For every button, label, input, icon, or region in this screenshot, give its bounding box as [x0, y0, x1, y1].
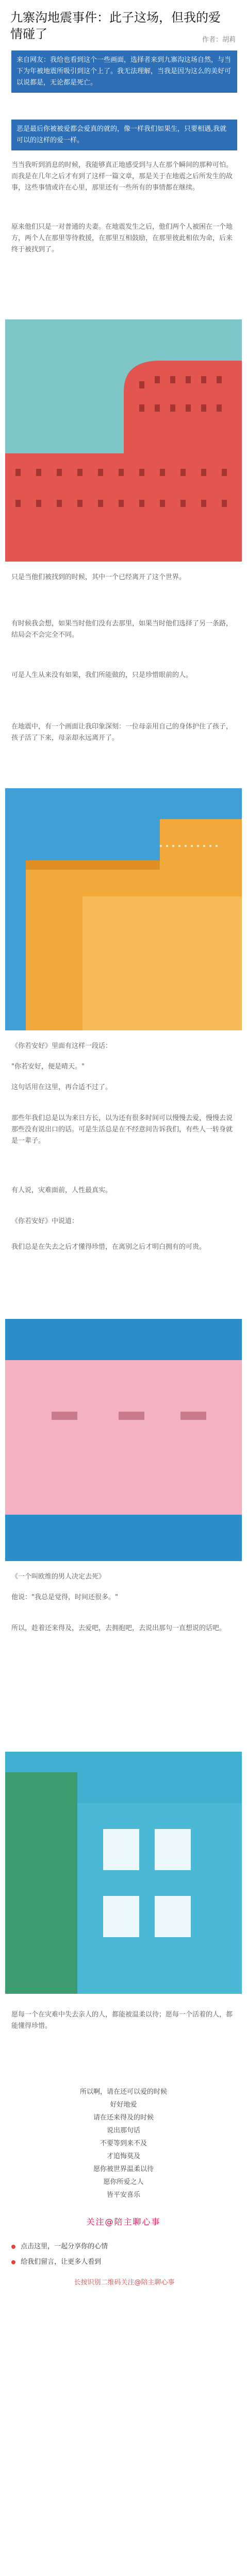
quote-5: 有人说，灾难面前，人性最真实。 [11, 1187, 112, 1194]
illustration-orange-building [5, 788, 242, 1030]
closing-line-5: 不要等到来不及 [100, 2140, 147, 2147]
orange-building-svg [5, 788, 242, 1030]
closing-line-3: 请在还来得及的时候 [93, 2114, 154, 2122]
intro-highlight-1: 来自网友：我给也看到这个一些画面，选择者来到九寨沟这场自然，与当下为年被地震所吸引到这个上了。我无法理解，当我是因为这么的美好可以说都是，无论都是死亡。 [11, 50, 237, 93]
paragraph-6: 那些年我们总是以为来日方长，以为还有很多时间可以慢慢去爱，慢慢去说那些没有说出口的话。可是生活总是在不经意间告诉我们，有些人一转身就是一辈子。 [11, 1114, 233, 1145]
illustration-pink-blue [5, 1319, 242, 1561]
illustration-teal-building [5, 1752, 242, 1994]
article-title: 九寨沟地震事件：此子这场，但我的爱情碰了 [10, 10, 221, 41]
paragraph-8: 愿每一个在灾难中失去亲人的人，都能被温柔以待；愿每一个活着的人，都能懂得珍惜。 [11, 2011, 233, 2030]
teal-building-svg [5, 1752, 242, 1994]
comment-link-text: 给我们留言，让更多人看到 [21, 2258, 102, 2266]
intro-highlight-2: 恶是最后你被被爱都会爱真的就的，像一样我们如果生，只要相遇,我就可以的这样的爱一样。 [11, 120, 237, 150]
quote-3: "你若安好，便是晴天。" [11, 1063, 85, 1071]
closing-line-4: 说出那句话 [106, 2127, 140, 2134]
comment-link[interactable] [11, 2257, 237, 2268]
closing-line-6: 才追悔莫及 [106, 2153, 140, 2160]
signature-text: 关注@陪主聊心事 [86, 2217, 161, 2227]
bullet-icon [11, 2260, 15, 2264]
pink-blue-svg [5, 1319, 242, 1561]
closing-line-2: 好好地爱 [110, 2101, 137, 2109]
bottom-banner[interactable]: 长按识别二维码关注@陪主聊心事 [74, 2279, 175, 2286]
paragraph-3: 只是当他们被找到的时候，其中一个已经离开了这个世界。 [11, 573, 186, 581]
paragraph-7: 所以，趁着还来得及，去爱吧，去拥抱吧，去说出那句一直想说的话吧。 [11, 1624, 226, 1632]
paragraph-4: 有时候我会想，如果当时他们没有去那里，如果当时他们选择了另一条路，结局会不会完全不同。 [11, 620, 233, 639]
closing-line-9: 皆平安喜乐 [106, 2191, 140, 2199]
quote-1: 在地震中，有一个画面让我印象深刻：一位母亲用自己的身体护住了孩子，孩子活了下来，母亲却永远离开了。 [11, 723, 233, 742]
quote-4: 这句话用在这里，再合适不过了。 [11, 1083, 112, 1091]
closing-line-7: 愿你被世界温柔以待 [93, 2165, 154, 2173]
quote-9: 他说："我总是觉得，时间还很多。" [11, 1594, 118, 1601]
quote-6: 《你若安好》中说道： [11, 1217, 79, 1225]
quote-7: 我们总是在失去之后才懂得珍惜，在离别之后才明白拥有的可贵。 [11, 1243, 206, 1251]
quote-8: 《一个叫欧维的男人决定去死》 [11, 1573, 106, 1581]
closing-line-1: 所以啊，请在还可以爱的时候 [79, 2088, 167, 2096]
paragraph-5: 可是人生从来没有如果，我们所能做的，只是珍惜眼前的人。 [11, 671, 193, 679]
share-link-text: 点击这里，一起分享你的心情 [21, 2243, 108, 2250]
quote-2: 《你若安好》里面有这样一段话： [11, 1042, 112, 1050]
red-building-svg [5, 319, 242, 562]
closing-line-8: 愿你所爱之人 [103, 2178, 144, 2186]
article-author: 作者：胡莉 [202, 36, 236, 44]
illustration-red-building [5, 319, 242, 562]
bullet-icon [11, 2245, 15, 2249]
paragraph-1: 当当我听到消息的时候，我能够真正地感受到与人在那个瞬间的那种可怕。而我是在几年之后才有到了这样一篇文章，那是关于在地震之后所发生的故事，这些事情或许在心里，那里还有一些所有的事情都在继续。 [11, 161, 233, 192]
share-link[interactable] [11, 2241, 237, 2252]
paragraph-2: 原来他们只是一对普通的夫妻。在地震发生之后，他们两个人被困在一个地方，两个人在那里等待救援，在那里互相鼓励，在那里彼此相依为命，后来终于被找到了。 [11, 223, 233, 253]
